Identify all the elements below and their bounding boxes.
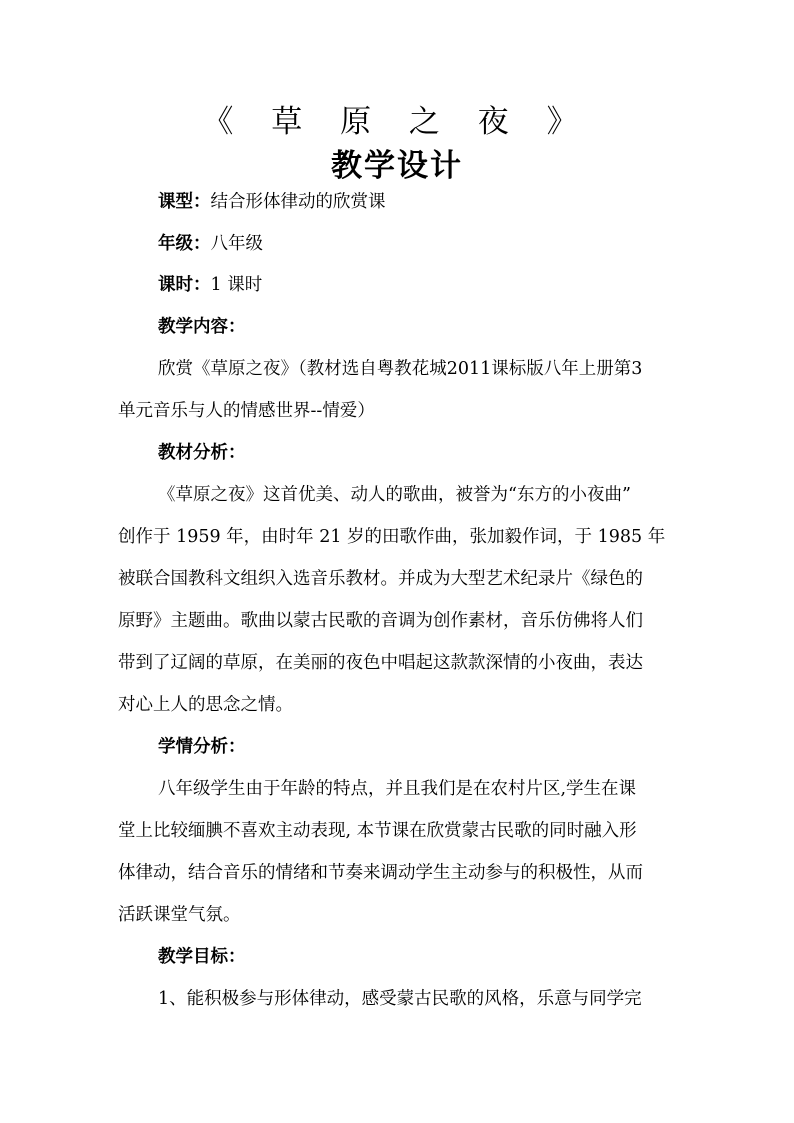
- students-line: 体律动，结合音乐的情绪和节奏来调动学生主动参与的积极性，从而: [118, 863, 643, 883]
- textbook-line: 被联合国教科文组织入选音乐教材。并成为大型艺术纪录片《绿色的: [118, 569, 643, 589]
- heading-textbook: 教材分析：: [158, 443, 246, 463]
- goals-line: 1、能积极参与形体律动，感受蒙古民歌的风格，乐意与同学完: [158, 989, 642, 1009]
- field-grade: 年级：八年级: [158, 234, 263, 254]
- students-line: 活跃课堂气氛。: [118, 905, 241, 925]
- content-line: 欣赏《草原之夜》（教材选自粤教花城2011课标版八年上册第3: [158, 359, 643, 379]
- textbook-line: 创作于 1959 年，由时年 21 岁的田歌作曲，张加毅作词，于 1985 年: [118, 527, 666, 547]
- heading-content: 教学内容：: [158, 317, 246, 337]
- textbook-line: 对心上人的思念之情。: [118, 695, 293, 715]
- field-lesson-type: 课型：结合形体律动的欣赏课: [158, 192, 386, 212]
- heading-students: 学情分析：: [158, 737, 246, 757]
- textbook-line: 《草原之夜》这首优美、动人的歌曲，被誉为“东方的小夜曲”: [158, 485, 631, 505]
- heading-goals: 教学目标：: [158, 947, 246, 967]
- field-period: 课时：1 课时: [158, 275, 263, 295]
- students-line: 堂上比较缅腆不喜欢主动表现, 本节课在欣赏蒙古民歌的同时融入形: [118, 821, 637, 841]
- students-line: 八年级学生由于年龄的特点，并且我们是在农村片区,学生在课: [158, 779, 637, 799]
- document-title: 《 草 原 之 夜 》: [202, 104, 592, 140]
- content-line: 单元音乐与人的情感世界--情爱）: [118, 401, 375, 421]
- textbook-line: 带到了辽阔的草原，在美丽的夜色中唱起这款款深情的小夜曲，表达: [118, 653, 643, 673]
- textbook-line: 原野》主题曲。歌曲以蒙古民歌的音调为创作素材，音乐仿佛将人们: [118, 611, 643, 631]
- document-subtitle: 教学设计: [331, 148, 463, 184]
